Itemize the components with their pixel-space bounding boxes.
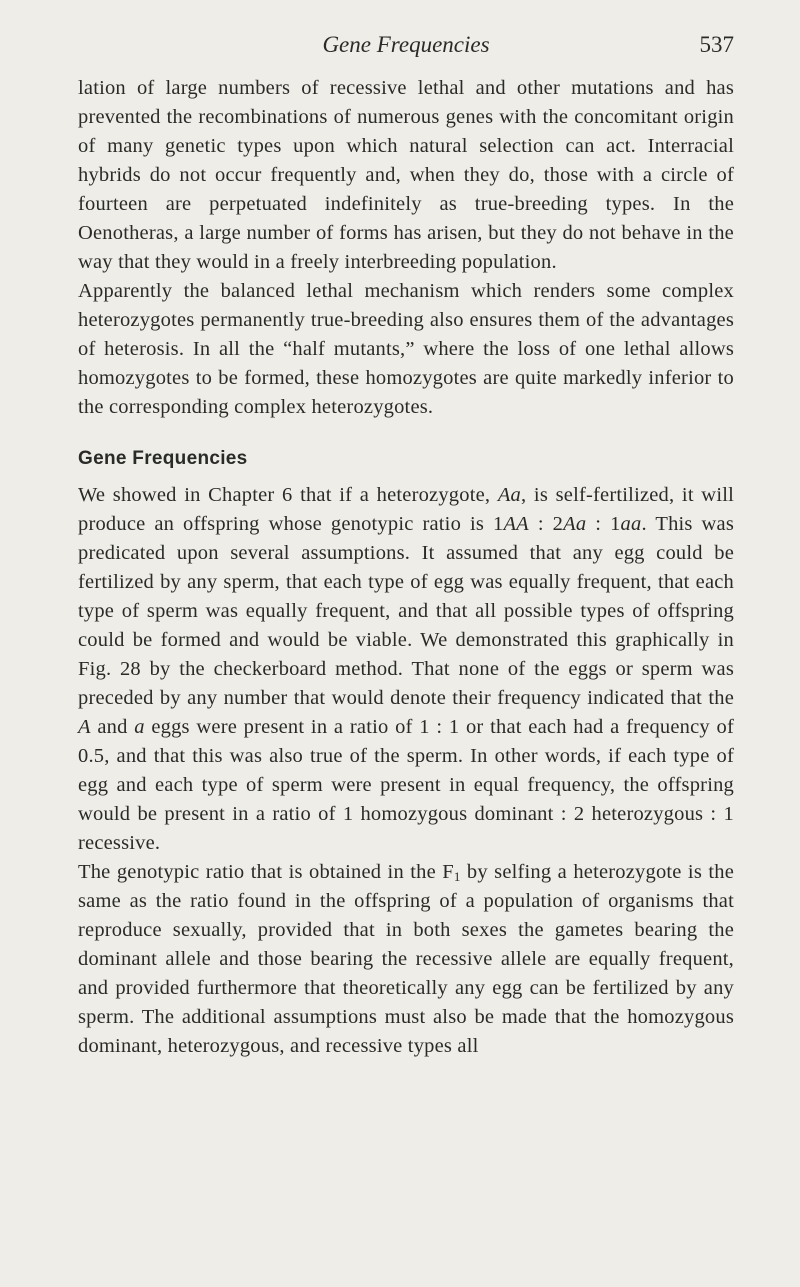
- running-head: [78, 24, 734, 68]
- paragraph: lation of large numbers of recessive lethal and other mutations and has prevented the recombinations of numerous genes with the concomitant origin of many genetic types upon which natural selection can act. Interracial hybrids do not occur frequently and, when they do, those with a circle of fourteen are perpetuated indefinitely as true-breeding types. In the Oenotheras, a large number of forms has arisen, but they do not behave in the way that they would in a freely interbreeding population.: [78, 77, 734, 273]
- paragraph: We showed in Chapter 6 that if a heterozygote, Aa, is self-fertilized, it will produce an offspring whose genotypic ratio is 1AA : 2Aa : 1aa. This was predicated upon several assumptions. It assumed that any egg could be fertilized by any sperm, that each type of egg was equally frequent, that each type of sperm was equally frequent, and that all possible types of offspring could be formed and would be viable. We demonstrated this graphically in Fig. 28 by the checkerboard method. That none of the eggs or sperm was preceded by any number that would denote their frequency indicated that the A and a eggs were present in a ratio of 1 : 1 or that each had a frequency of 0.5, and that this was also true of the sperm. In other words, if each type of egg and each type of sperm were present in equal frequency, the offspring would be present in a ratio of 1 homozygous dominant : 2 heterozygous : 1 recessive.: [78, 484, 735, 854]
- body-text: [78, 74, 734, 1061]
- running-title: Gene Frequencies: [322, 32, 490, 57]
- page-number: 537: [699, 32, 734, 57]
- paragraph: The genotypic ratio that is obtained in the $F_1$ by selfing a heterozygote is the same as the ratio found in the offspring of a population of organisms that reproduce sexually, provided that in both sexes the gametes bearing the dominant allele and those bearing the recessive allele are equally frequent, and provided furthermore that theoretically any egg can be fertilized by any sperm. The additional assumptions must also be made that the homozygous dominant, heterozygous, and recessive types all: [78, 861, 734, 1057]
- section-heading: Gene Frequencies: [78, 448, 248, 469]
- book-page: [78, 24, 734, 1061]
- paragraph: Apparently the balanced lethal mechanism which renders some complex heterozygotes permanently true-breeding also ensures them of the advantages of heterosis. In all the “half mutants,” where the loss of one lethal allows homozygotes to be formed, these homozygotes are quite markedly inferior to the corresponding complex heterozygotes.: [78, 280, 734, 418]
